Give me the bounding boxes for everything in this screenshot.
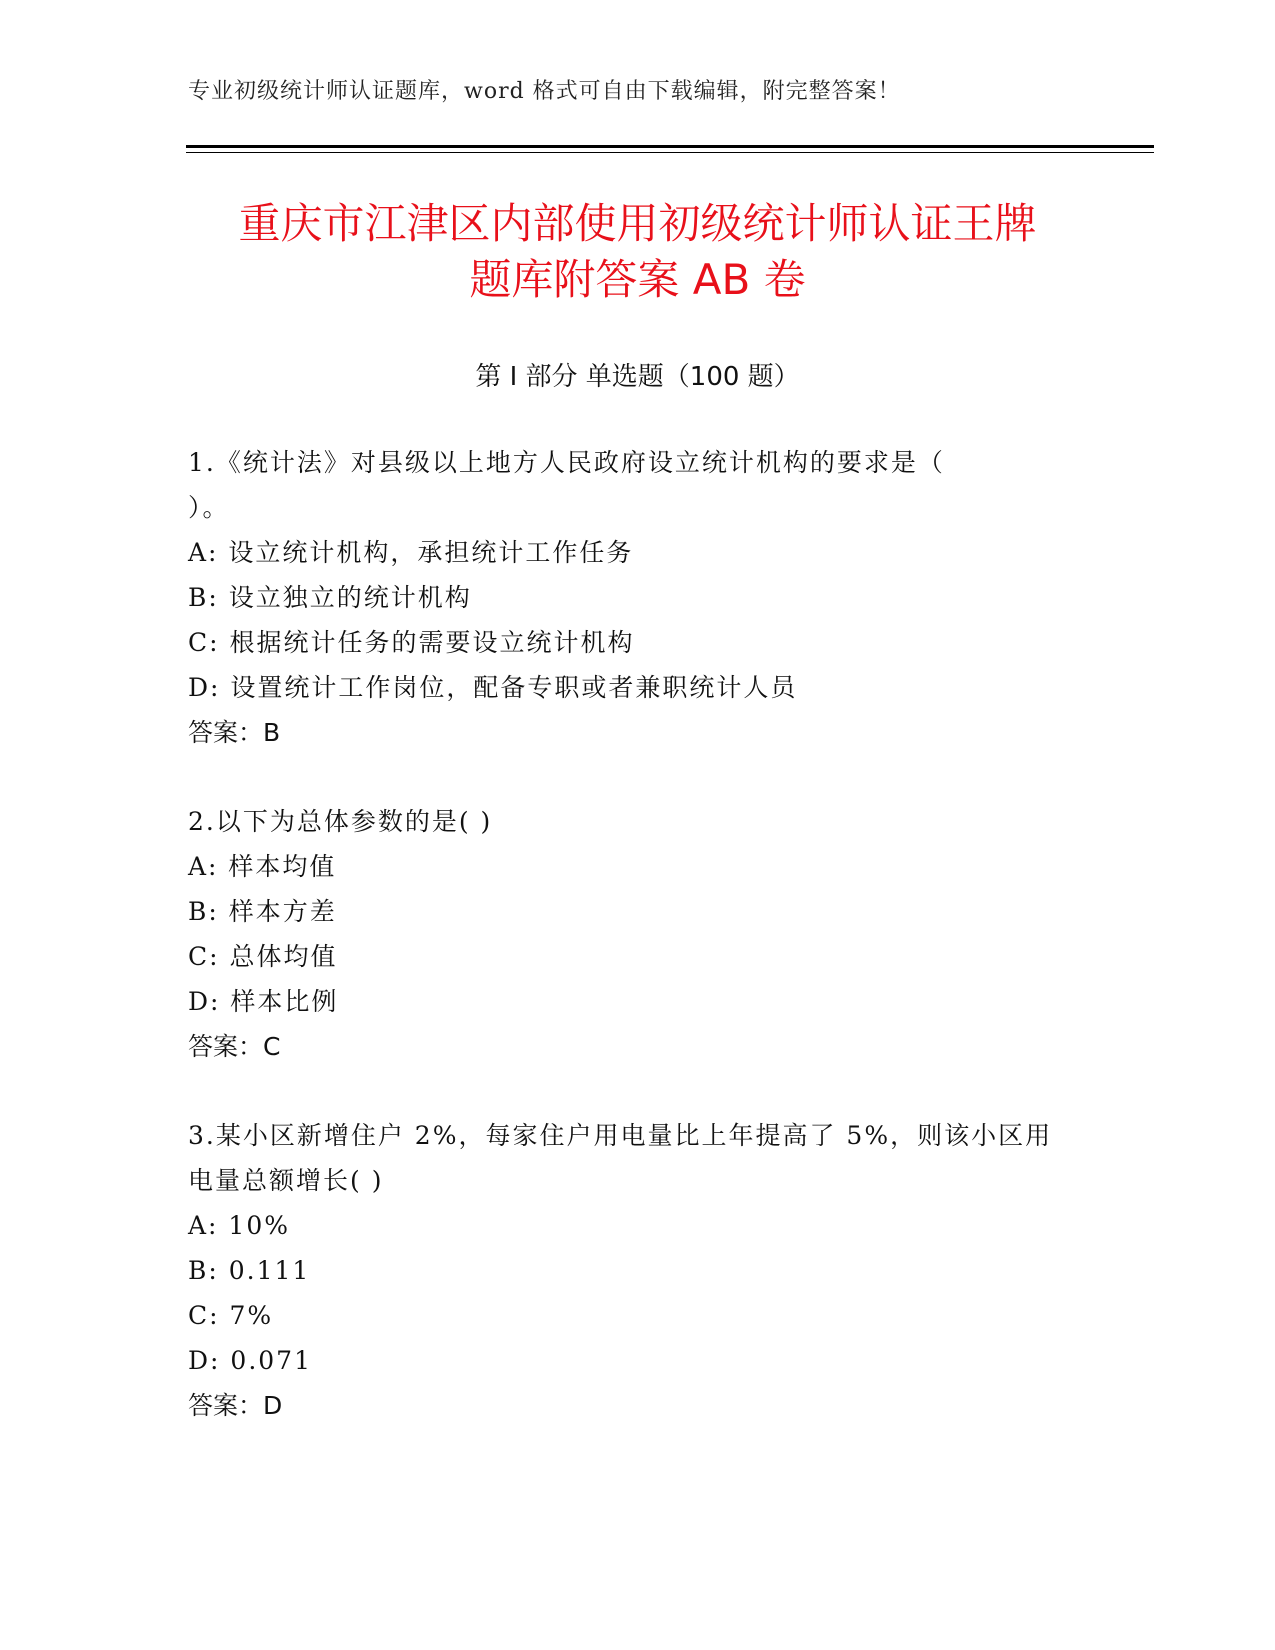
- option-b: B: 样本方差: [188, 897, 337, 926]
- header-note: 专业初级统计师认证题库，word 格式可自由下载编辑，附完整答案！: [188, 79, 901, 104]
- question-1: [188, 440, 1088, 755]
- header-rule-thin: [186, 152, 1154, 153]
- question-stem-line: 1.《统计法》对县级以上地方人民政府设立统计机构的要求是（: [188, 448, 945, 477]
- option-c: C: 总体均值: [188, 942, 338, 971]
- question-3: [188, 1113, 1088, 1428]
- option-a: A: 10%: [188, 1211, 290, 1240]
- option-a: A: 设立统计机构，承担统计工作任务: [188, 538, 634, 567]
- question-stem-line: ）。: [188, 493, 230, 522]
- answer: 答案：D: [188, 1391, 283, 1420]
- answer: 答案：B: [188, 718, 281, 747]
- question-2: [188, 799, 1088, 1069]
- option-c: C: 7%: [188, 1301, 274, 1330]
- option-c: C: 根据统计任务的需要设立统计机构: [188, 628, 635, 657]
- option-d: D: 0.071: [188, 1346, 312, 1375]
- header-rule-thick: [186, 145, 1154, 148]
- document-title-line-2: 题库附答案 AB 卷: [469, 255, 806, 304]
- question-stem-line: 电量总额增长( ): [188, 1166, 384, 1195]
- answer: 答案：C: [188, 1032, 281, 1061]
- option-b: B: 0.111: [188, 1256, 311, 1285]
- option-d: D: 样本比例: [188, 987, 339, 1016]
- option-a: A: 样本均值: [188, 852, 337, 881]
- option-b: B: 设立独立的统计机构: [188, 583, 472, 612]
- question-stem-line: 2.以下为总体参数的是( ): [188, 807, 493, 836]
- option-d: D: 设置统计工作岗位，配备专职或者兼职统计人员: [188, 673, 798, 702]
- document-title-line-1: 重庆市江津区内部使用初级统计师认证王牌: [238, 199, 1037, 248]
- section-title: 第 I 部分 单选题（100 题）: [475, 362, 800, 392]
- document-title: [160, 196, 1115, 308]
- question-stem-line: 3.某小区新增住户 2%，每家住户用电量比上年提高了 5%，则该小区用: [188, 1121, 1053, 1150]
- question-list: [188, 440, 1088, 1472]
